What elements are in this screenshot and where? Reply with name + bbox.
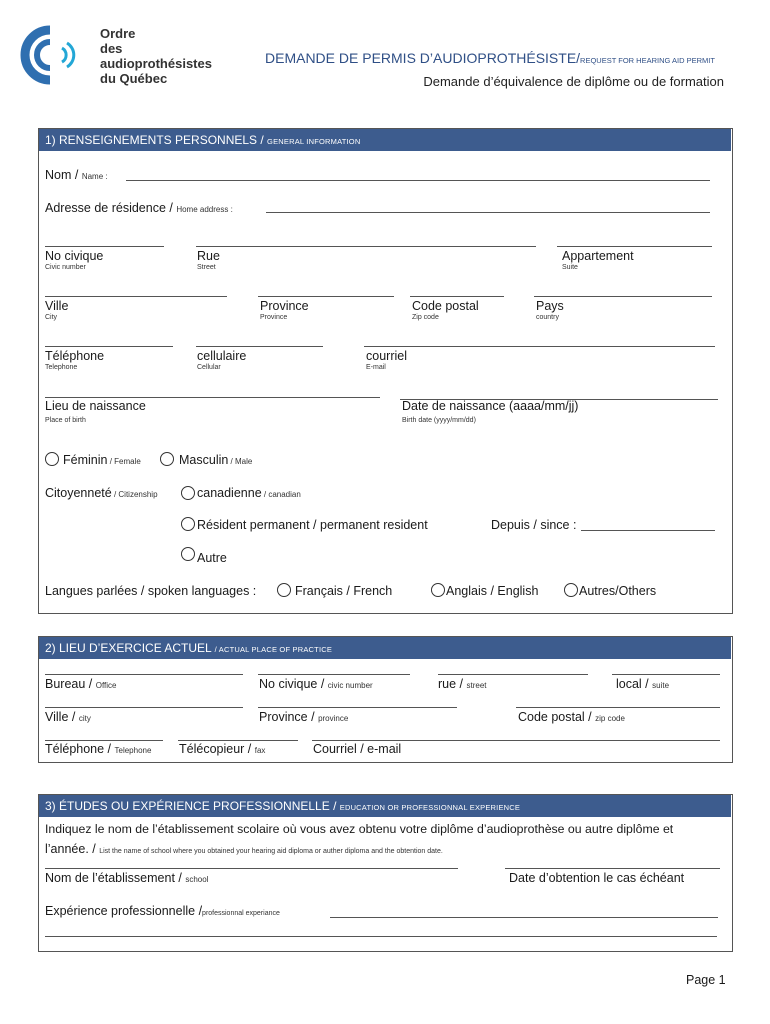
civic-number-label-en: Civic number — [45, 264, 86, 271]
experience-field[interactable] — [330, 917, 718, 918]
practice-email-field[interactable] — [312, 740, 720, 741]
experience-field-line2[interactable] — [45, 936, 717, 937]
telephone-label: Téléphone — [45, 349, 105, 363]
telephone-label-en: Telephone — [45, 364, 78, 371]
practice-city-label: Ville / city — [45, 710, 91, 724]
practice-telephone-label: Téléphone / Telephone — [45, 742, 152, 756]
name-field[interactable] — [126, 180, 710, 181]
place-of-birth-field[interactable] — [45, 397, 380, 398]
practice-street-field[interactable] — [438, 674, 588, 675]
city-field[interactable] — [45, 296, 227, 297]
place-of-birth-label: Lieu de naissance — [45, 399, 146, 413]
page-subtitle: Demande d’équivalence de diplôme ou de formation — [423, 74, 724, 89]
practice-telephone-field[interactable] — [45, 740, 163, 741]
practice-street-label: rue / street — [438, 677, 487, 691]
education-instructions-line2: l’année. / List the name of school where you obtained your hearing aid diploma or auther diploma and the obtention date. — [45, 842, 443, 856]
place-of-birth-label-en: Place of birth — [45, 417, 86, 424]
section1-header: 1) RENSEIGNEMENTS PERSONNELS / GENERAL INFORMATION — [39, 129, 731, 151]
school-name-label: Nom de l’établissement / school — [45, 871, 209, 885]
city-label-en: City — [45, 314, 58, 321]
address-label: Adresse de résidence / Home address : — [45, 201, 233, 215]
postal-code-field[interactable] — [410, 296, 504, 297]
name-label: Nom / Name : — [45, 168, 108, 182]
practice-city-field[interactable] — [45, 707, 243, 708]
section2-header: 2) LIEU D’EXERCICE ACTUEL / ACTUAL PLACE OF PRACTICE — [39, 637, 731, 659]
practice-province-label: Province / province — [259, 710, 349, 724]
practice-suite-label: local / suite — [616, 677, 670, 691]
other-languages-radio[interactable] — [564, 583, 578, 597]
french-radio[interactable] — [277, 583, 291, 597]
street-field[interactable] — [196, 246, 536, 247]
email-label-en: E-mail — [366, 364, 386, 371]
english-label: Anglais / English — [446, 584, 539, 598]
obtention-date-field[interactable] — [505, 868, 720, 869]
email-label: courriel — [366, 349, 407, 363]
experience-label: Expérience professionnelle /professionnal experiance — [45, 904, 280, 918]
section3-header: 3) ÉTUDES OU EXPÉRIENCE PROFESSIONNELLE / EDUCATION OR PROFESSIONNAL EXPERIENCE — [39, 795, 731, 817]
since-field[interactable] — [581, 530, 715, 531]
province-label: Province — [260, 299, 309, 313]
org-name-line2: des audioprothésistes — [100, 41, 212, 71]
city-label: Ville — [45, 299, 69, 313]
civic-number-field[interactable] — [45, 246, 164, 247]
street-label-en: Street — [197, 264, 216, 271]
male-radio[interactable] — [160, 452, 174, 466]
page-title-fr: DEMANDE DE PERMIS D’AUDIOPROTHÉSISTE/ — [265, 50, 581, 66]
country-field[interactable] — [534, 296, 712, 297]
telephone-field[interactable] — [45, 346, 173, 347]
page-number: Page 1 — [686, 973, 726, 987]
education-instructions-line1: Indiquez le nom de l’établissement scolaire où vous avez obtenu votre diplôme d’audioprothèse ou autre diplôme et — [45, 822, 674, 836]
male-label: Masculin / Male — [179, 453, 253, 467]
citizenship-label: Citoyenneté / Citizenship — [45, 486, 158, 500]
office-field[interactable] — [45, 674, 243, 675]
permanent-resident-radio[interactable] — [181, 517, 195, 531]
practice-postal-code-field[interactable] — [516, 707, 720, 708]
page-title — [265, 50, 715, 66]
other-citizenship-radio[interactable] — [181, 547, 195, 561]
page-title-en: REQUEST FOR HEARING AID PERMIT — [580, 56, 715, 65]
email-field[interactable] — [364, 346, 715, 347]
street-label: Rue — [197, 249, 220, 263]
languages-label: Langues parlées / spoken languages : — [45, 584, 257, 598]
french-label: Français / French — [295, 584, 393, 598]
female-radio[interactable] — [45, 452, 59, 466]
other-citizenship-label: Autre — [197, 551, 227, 565]
apartment-label: Appartement — [562, 249, 634, 263]
canadian-label: canadienne / canadian — [197, 486, 301, 500]
practice-province-field[interactable] — [258, 707, 457, 708]
postal-code-label-en: Zip code — [412, 314, 439, 321]
apartment-label-en: Suite — [562, 264, 578, 271]
org-name-line3: du Québec — [100, 71, 168, 86]
postal-code-label: Code postal — [412, 299, 479, 313]
birth-date-label-en: Birth date (yyyy/mm/dd) — [402, 417, 476, 424]
cellular-field[interactable] — [196, 346, 323, 347]
school-name-field[interactable] — [45, 868, 458, 869]
org-name-line1: Ordre — [100, 26, 136, 41]
practice-postal-code-label: Code postal / zip code — [518, 710, 625, 724]
birth-date-label: Date de naissance (aaaa/mm/jj) — [402, 399, 579, 413]
since-label: Depuis / since : — [491, 518, 577, 532]
practice-email-label: Courriel / e-mail — [313, 742, 402, 756]
cellular-label-en: Cellular — [197, 364, 221, 371]
other-languages-label: Autres/Others — [579, 584, 657, 598]
province-field[interactable] — [258, 296, 394, 297]
org-logo — [18, 20, 233, 90]
practice-fax-label: Télécopieur / fax — [179, 742, 266, 756]
province-label-en: Province — [260, 314, 288, 321]
education-instructions — [45, 819, 725, 862]
female-label: Féminin / Female — [63, 453, 141, 467]
civic-number-label: No civique — [45, 249, 104, 263]
practice-fax-field[interactable] — [178, 740, 298, 741]
apartment-field[interactable] — [557, 246, 712, 247]
practice-civic-number-field[interactable] — [258, 674, 410, 675]
cellular-label: cellulaire — [197, 349, 247, 363]
canadian-radio[interactable] — [181, 486, 195, 500]
address-field[interactable] — [266, 212, 710, 213]
office-label: Bureau / Office — [45, 677, 117, 691]
practice-suite-field[interactable] — [612, 674, 720, 675]
practice-civic-number-label: No civique / civic number — [259, 677, 373, 691]
country-label: Pays — [536, 299, 564, 313]
logo-mark-icon — [20, 24, 88, 86]
english-radio[interactable] — [431, 583, 445, 597]
permanent-resident-label: Résident permanent / permanent resident — [197, 518, 428, 532]
country-label-en: country — [536, 314, 559, 321]
obtention-date-label: Date d’obtention le cas échéant — [509, 871, 685, 885]
